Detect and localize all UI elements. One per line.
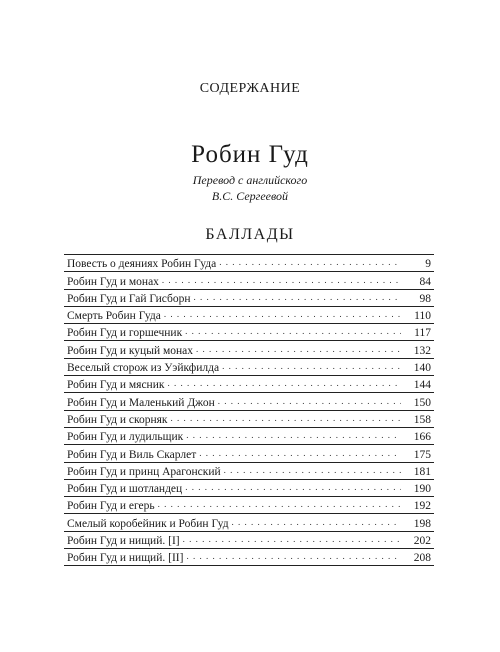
toc-dot-leader <box>199 446 401 460</box>
toc-row <box>64 341 434 358</box>
toc-row <box>64 549 434 566</box>
toc-dot-leader <box>222 359 401 373</box>
toc-entry-page: 140 <box>413 362 431 375</box>
toc-row <box>64 445 434 462</box>
translation-line-1: Перевод с английского <box>192 173 308 187</box>
toc-row <box>64 324 434 341</box>
toc-dot-leader <box>183 532 401 546</box>
toc-entry-title: Робин Гуд и куцый монах <box>67 344 194 357</box>
toc-dot-leader <box>196 342 401 356</box>
toc-dot-leader <box>164 307 401 321</box>
toc-dot-leader <box>232 515 401 529</box>
toc-entry-title: Робин Гуд и горшечник <box>67 327 183 340</box>
toc-dot-leader <box>158 497 401 511</box>
toc-dot-leader <box>171 411 401 425</box>
toc-entry-title: Робин Гуд и егерь <box>67 500 155 513</box>
toc-row <box>64 307 434 324</box>
toc-row <box>64 255 434 272</box>
translation-credit <box>0 172 500 204</box>
toc-entry-title: Смелый коробейник и Робин Гуд <box>67 517 229 530</box>
toc-entry-title: Робин Гуд и шотландец <box>67 483 183 496</box>
toc-row <box>64 359 434 376</box>
toc-entry-title: Робин Гуд и Виль Скарлет <box>67 448 197 461</box>
toc-entry-page: 9 <box>425 258 431 271</box>
table-of-contents <box>64 254 434 566</box>
toc-entry-page: 190 <box>413 483 431 496</box>
toc-dot-leader <box>185 480 401 494</box>
toc-row <box>64 272 434 289</box>
toc-row <box>64 411 434 428</box>
toc-dot-leader <box>167 376 401 390</box>
translation-line-2: В.С. Сергеевой <box>211 189 289 203</box>
toc-dot-leader <box>186 549 401 563</box>
toc-entry-title: Повесть о деяниях Робин Гуда <box>67 258 217 271</box>
toc-entry-page: 117 <box>414 327 431 340</box>
toc-row <box>64 497 434 514</box>
toc-entry-title: Робин Гуд и нищий. [II] <box>67 552 184 565</box>
toc-row <box>64 290 434 307</box>
toc-dot-leader <box>185 324 401 338</box>
toc-entry-page: 150 <box>413 396 431 409</box>
toc-entry-page: 144 <box>413 379 431 392</box>
toc-entry-page: 158 <box>413 413 431 426</box>
toc-row <box>64 463 434 480</box>
toc-entry-title: Робин Гуд и Гай Гисборн <box>67 292 191 305</box>
toc-entry-page: 110 <box>414 310 431 323</box>
book-title: Робин Гуд <box>191 141 309 168</box>
toc-entry-title: Робин Гуд и Маленький Джон <box>67 396 215 409</box>
toc-row <box>64 480 434 497</box>
toc-row <box>64 514 434 531</box>
toc-entry-page: 175 <box>413 448 431 461</box>
toc-row <box>64 393 434 410</box>
toc-entry-page: 202 <box>413 535 431 548</box>
toc-entry-page: 192 <box>413 500 431 513</box>
toc-entry-page: 84 <box>419 275 431 288</box>
toc-dot-leader <box>186 428 401 442</box>
toc-entry-title: Робин Гуд и нищий. [I] <box>67 535 180 548</box>
toc-row <box>64 532 434 549</box>
toc-entry-page: 181 <box>413 465 431 478</box>
toc-entry-page: 198 <box>413 517 431 530</box>
toc-entry-title: Робин Гуд и лудильщик <box>67 431 184 444</box>
toc-row <box>64 428 434 445</box>
toc-entry-page: 208 <box>413 552 431 565</box>
toc-dot-leader <box>162 273 401 287</box>
toc-dot-leader <box>224 463 401 477</box>
toc-dot-leader <box>219 255 401 269</box>
toc-entry-title: Робин Гуд и мясник <box>67 379 165 392</box>
toc-entry-page: 132 <box>413 344 431 357</box>
section-heading: БАЛЛАДЫ <box>205 226 295 243</box>
toc-entry-page: 166 <box>413 431 431 444</box>
toc-entry-title: Робин Гуд и принц Арагонский <box>67 465 221 478</box>
toc-entry-title: Веселый сторож из Уэйкфилда <box>67 362 220 375</box>
toc-dot-leader <box>218 394 401 408</box>
toc-dot-leader <box>194 290 402 304</box>
toc-row <box>64 376 434 393</box>
toc-entry-title: Робин Гуд и скорняк <box>67 413 168 426</box>
contents-heading: СОДЕРЖАНИЕ <box>199 81 301 96</box>
toc-entry-title: Смерть Робин Гуда <box>67 310 161 323</box>
toc-entry-title: Робин Гуд и монах <box>67 275 159 288</box>
toc-entry-page: 98 <box>419 292 431 305</box>
